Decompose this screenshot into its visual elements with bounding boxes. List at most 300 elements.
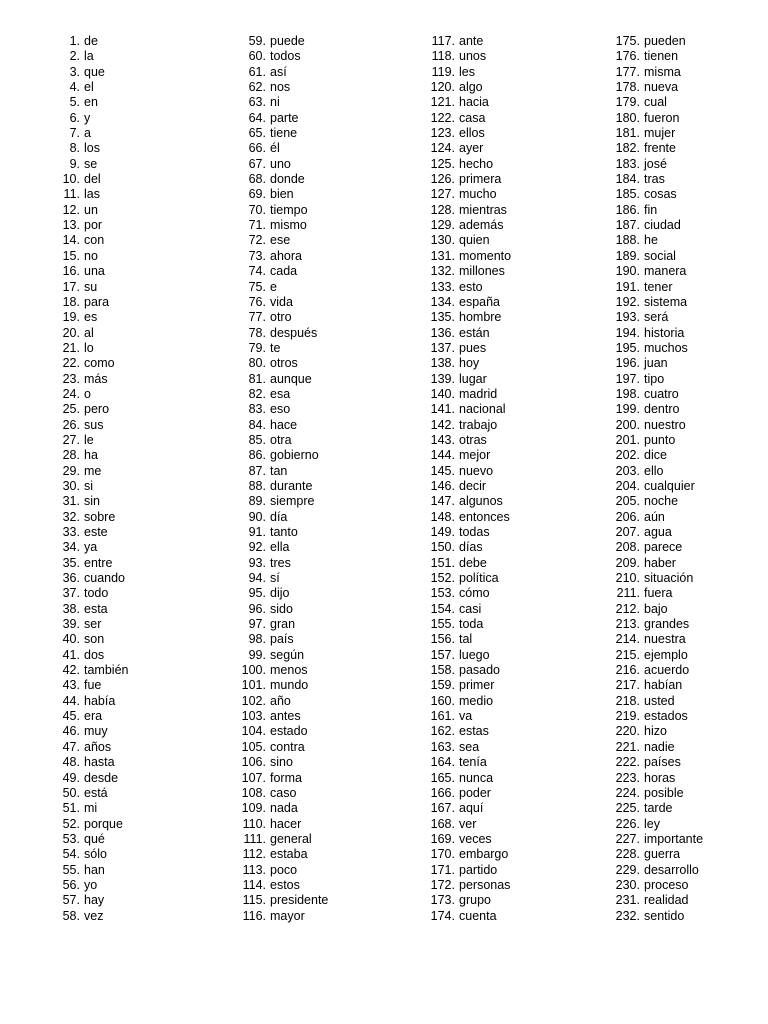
item-number: 218. [615, 693, 640, 708]
list-item [44, 525, 128, 540]
item-word: casi [459, 601, 482, 616]
item-number: 232. [615, 908, 640, 923]
item-number: 141. [430, 402, 455, 417]
item-word: aquí [459, 801, 484, 816]
list-item [417, 157, 511, 172]
item-number: 81. [248, 371, 266, 386]
item-word: más [84, 371, 108, 386]
list-item [228, 341, 328, 356]
item-word: países [644, 755, 681, 770]
list-item [44, 356, 128, 371]
item-number: 212. [615, 601, 640, 616]
item-word: tanto [270, 525, 298, 539]
list-item [228, 65, 328, 80]
item-number: 94. [248, 571, 266, 586]
item-number: 78. [248, 325, 266, 340]
list-item [44, 172, 128, 187]
item-word: estos [270, 877, 300, 892]
item-number: 8. [69, 141, 80, 156]
item-word: fueron [644, 110, 680, 125]
item-number: 168. [430, 816, 455, 831]
item-number: 73. [248, 248, 266, 263]
item-word: casa [459, 110, 486, 125]
item-number: 122. [430, 110, 455, 125]
item-number: 63. [248, 95, 266, 110]
item-number: 155. [430, 617, 455, 632]
item-word: estados [644, 709, 688, 724]
item-word: como [84, 356, 115, 371]
list-item [44, 893, 128, 908]
list-item [602, 34, 703, 49]
item-word: va [459, 709, 473, 724]
item-number: 190. [615, 264, 640, 279]
list-item [44, 510, 128, 525]
item-number: 227. [615, 831, 640, 846]
item-number: 199. [615, 402, 640, 417]
item-word: años [84, 739, 112, 754]
item-number: 149. [430, 525, 455, 539]
item-word: manera [644, 264, 687, 279]
item-word: sobre [84, 509, 116, 524]
item-number: 90. [248, 509, 266, 524]
item-number: 108. [241, 785, 266, 800]
item-number: 47. [62, 739, 80, 754]
list-item [417, 233, 511, 248]
list-item [228, 648, 328, 663]
list-item [602, 494, 703, 509]
item-word: cual [644, 95, 667, 110]
item-number: 33. [62, 525, 80, 539]
item-number: 126. [430, 172, 455, 187]
item-word: luego [459, 647, 490, 662]
item-number: 142. [430, 417, 455, 432]
list-item [602, 556, 703, 571]
item-word: tras [644, 172, 665, 187]
list-item [228, 187, 328, 202]
item-word: algo [459, 80, 483, 95]
item-number: 10. [62, 172, 80, 187]
item-word: muy [84, 724, 108, 739]
item-word: yo [84, 877, 98, 892]
item-word: otro [270, 310, 292, 325]
item-number: 133. [430, 279, 455, 294]
item-number: 64. [248, 110, 266, 125]
item-word: o [84, 386, 91, 401]
item-word: la [84, 49, 94, 64]
item-word: uno [270, 156, 291, 171]
item-word: nos [270, 80, 291, 95]
item-number: 137. [430, 340, 455, 355]
list-item [44, 694, 128, 709]
item-number: 83. [248, 402, 266, 417]
item-number: 211. [616, 586, 640, 601]
list-item [602, 694, 703, 709]
item-number: 145. [430, 463, 455, 478]
list-item [417, 310, 511, 325]
item-number: 143. [430, 432, 455, 447]
item-number: 140. [430, 386, 455, 401]
item-number: 104. [241, 724, 266, 739]
list-item [228, 832, 328, 847]
list-item [417, 847, 511, 862]
list-item [44, 724, 128, 739]
item-number: 163. [430, 739, 455, 754]
item-number: 150. [430, 540, 455, 555]
item-word: bajo [644, 601, 668, 616]
list-item [602, 402, 703, 417]
list-item [44, 479, 128, 494]
item-word: millones [459, 264, 505, 279]
item-number: 120. [430, 80, 455, 95]
item-word: noche [644, 494, 679, 509]
item-number: 97. [248, 617, 266, 632]
item-word: mismo [270, 218, 307, 233]
item-number: 19. [62, 310, 80, 325]
item-word: han [84, 862, 105, 877]
item-word: pero [84, 402, 110, 417]
item-word: estado [270, 724, 308, 739]
item-number: 226. [615, 816, 640, 831]
item-word: hecho [459, 156, 494, 171]
item-number: 48. [62, 755, 80, 770]
item-word: sus [84, 417, 104, 432]
list-item [44, 249, 128, 264]
item-word: unos [459, 49, 487, 64]
item-word: y [84, 110, 91, 125]
list-item [602, 817, 703, 832]
item-word: todo [84, 586, 109, 601]
item-word: al [84, 325, 94, 340]
list-item [228, 326, 328, 341]
list-item [44, 878, 128, 893]
item-number: 93. [248, 555, 266, 570]
item-word: hacia [459, 95, 489, 110]
list-item [44, 448, 128, 463]
item-number: 113. [242, 862, 266, 877]
item-word: caso [270, 785, 297, 800]
item-number: 38. [62, 601, 80, 616]
item-word: nueva [644, 80, 679, 95]
item-number: 23. [62, 371, 80, 386]
item-number: 32. [62, 509, 80, 524]
list-item [228, 356, 328, 371]
item-number: 92. [248, 540, 266, 555]
list-item [228, 755, 328, 770]
item-number: 61. [248, 64, 266, 79]
item-word: tal [459, 632, 473, 647]
list-item [417, 341, 511, 356]
item-word: días [459, 540, 483, 555]
list-item [228, 771, 328, 786]
item-number: 105. [241, 739, 266, 754]
item-word: bien [270, 187, 294, 202]
item-word: posible [644, 785, 684, 800]
list-item [602, 387, 703, 402]
item-word: mientras [459, 202, 507, 217]
list-item [417, 771, 511, 786]
item-word: tiempo [270, 202, 308, 217]
list-item [228, 786, 328, 801]
list-item [228, 433, 328, 448]
item-word: ver [459, 816, 477, 831]
list-item [417, 448, 511, 463]
item-word: de [84, 34, 98, 48]
list-item [602, 249, 703, 264]
item-number: 44. [62, 693, 80, 708]
item-word: te [270, 340, 281, 355]
item-word: ciudad [644, 218, 681, 233]
item-number: 9. [69, 156, 80, 171]
item-number: 201. [615, 432, 640, 447]
item-number: 203. [615, 463, 640, 478]
item-word: lugar [459, 371, 487, 386]
list-item [228, 571, 328, 586]
list-item [602, 724, 703, 739]
item-word: esto [459, 279, 483, 294]
item-word: había [84, 693, 116, 708]
list-item [228, 525, 328, 540]
list-item [228, 479, 328, 494]
list-item [44, 832, 128, 847]
item-number: 139. [430, 371, 455, 386]
list-item [228, 402, 328, 417]
word-column-2 [228, 34, 328, 924]
item-number: 79. [248, 340, 266, 355]
item-number: 34. [62, 540, 80, 555]
item-word: sea [459, 739, 480, 754]
item-word: fuera [644, 586, 673, 601]
list-item [602, 187, 703, 202]
item-number: 231. [615, 893, 640, 908]
item-number: 127. [430, 187, 455, 202]
list-item [417, 678, 511, 693]
item-word: parte [270, 110, 299, 125]
item-word: puede [270, 34, 305, 48]
list-item [228, 709, 328, 724]
item-word: pueden [644, 34, 686, 48]
list-item [602, 663, 703, 678]
item-number: 172. [430, 877, 455, 892]
item-word: ellos [459, 126, 485, 141]
item-word: grupo [459, 893, 491, 908]
item-number: 189. [615, 248, 640, 263]
item-word: algunos [459, 494, 503, 509]
list-item [44, 863, 128, 878]
item-number: 144. [430, 448, 455, 463]
item-number: 169. [430, 831, 455, 846]
item-number: 187. [615, 218, 640, 233]
list-item [228, 617, 328, 632]
list-item [228, 540, 328, 555]
word-column-3 [417, 34, 511, 924]
item-number: 45. [62, 709, 80, 724]
list-item [602, 203, 703, 218]
item-word: presidente [270, 893, 329, 908]
item-number: 57. [62, 893, 80, 908]
item-number: 124. [430, 141, 455, 156]
item-word: están [459, 325, 490, 340]
item-word: sido [270, 601, 293, 616]
item-number: 173. [430, 893, 455, 908]
list-item [602, 264, 703, 279]
item-word: pasado [459, 663, 501, 678]
list-item [417, 372, 511, 387]
item-word: le [84, 432, 94, 447]
item-number: 98. [248, 632, 266, 647]
item-number: 195. [615, 340, 640, 355]
item-word: sino [270, 755, 293, 770]
list-item [417, 218, 511, 233]
list-item [44, 801, 128, 816]
item-word: dijo [270, 586, 290, 601]
item-word: hasta [84, 755, 115, 770]
list-item [602, 157, 703, 172]
item-number: 2. [69, 49, 80, 64]
item-word: forma [270, 770, 302, 785]
list-item [417, 893, 511, 908]
item-word: ser [84, 617, 102, 632]
item-number: 54. [62, 847, 80, 862]
list-item [417, 909, 511, 924]
item-word: grandes [644, 617, 690, 632]
item-number: 123. [430, 126, 455, 141]
list-item [44, 95, 128, 110]
item-word: ejemplo [644, 647, 688, 662]
item-word: madrid [459, 386, 498, 401]
item-number: 101. [241, 678, 266, 693]
item-word: general [270, 831, 312, 846]
item-word: hizo [644, 724, 667, 739]
item-number: 177. [615, 64, 640, 79]
item-word: cada [270, 264, 298, 279]
item-number: 62. [248, 80, 266, 95]
item-number: 52. [62, 816, 80, 831]
item-word: mucho [459, 187, 497, 202]
item-number: 152. [430, 571, 455, 586]
item-word: estas [459, 724, 489, 739]
list-item [602, 586, 703, 601]
item-number: 167. [430, 801, 455, 816]
item-number: 59. [248, 34, 266, 48]
item-number: 66. [248, 141, 266, 156]
item-word: tener [644, 279, 673, 294]
item-number: 214. [615, 632, 640, 647]
item-word: tres [270, 555, 291, 570]
list-item [602, 126, 703, 141]
item-word: cómo [459, 586, 490, 601]
item-word: hoy [459, 356, 480, 371]
item-word: gobierno [270, 448, 319, 463]
list-item [44, 909, 128, 924]
item-word: nacional [459, 402, 506, 417]
item-number: 49. [62, 770, 80, 785]
list-item [602, 111, 703, 126]
list-item [602, 280, 703, 295]
item-word: les [459, 64, 475, 79]
item-word: frente [644, 141, 676, 156]
item-number: 176. [615, 49, 640, 64]
item-word: otra [270, 432, 292, 447]
item-word: política [459, 571, 499, 586]
item-word: personas [459, 877, 511, 892]
list-item [44, 571, 128, 586]
item-word: sistema [644, 294, 688, 309]
item-number: 4. [69, 80, 80, 95]
item-number: 6. [69, 110, 80, 125]
list-item [417, 510, 511, 525]
item-word: su [84, 279, 98, 294]
list-item [602, 433, 703, 448]
list-item [417, 617, 511, 632]
item-number: 55. [62, 862, 80, 877]
item-word: partido [459, 862, 498, 877]
list-item [417, 95, 511, 110]
list-item [417, 832, 511, 847]
item-number: 204. [615, 478, 640, 493]
list-item [44, 111, 128, 126]
item-word: en [84, 95, 98, 110]
item-word: era [84, 709, 103, 724]
list-item [417, 602, 511, 617]
item-word: dos [84, 647, 105, 662]
item-word: así [270, 64, 287, 79]
item-word: mujer [644, 126, 676, 141]
item-word: importante [644, 831, 704, 846]
item-number: 31. [62, 494, 80, 509]
list-item [44, 310, 128, 325]
item-number: 102. [241, 693, 266, 708]
item-number: 74. [248, 264, 266, 279]
item-word: que [84, 64, 105, 79]
list-item [228, 372, 328, 387]
list-item [44, 755, 128, 770]
item-number: 71. [248, 218, 266, 233]
list-item [602, 893, 703, 908]
item-word: fin [644, 202, 658, 217]
item-number: 157. [430, 647, 455, 662]
item-number: 166. [430, 785, 455, 800]
item-number: 39. [62, 617, 80, 632]
item-word: acuerdo [644, 663, 690, 678]
item-number: 197. [615, 371, 640, 386]
item-word: donde [270, 172, 305, 187]
list-item [44, 141, 128, 156]
item-word: para [84, 294, 110, 309]
list-item [602, 49, 703, 64]
item-word: mejor [459, 448, 491, 463]
list-item [228, 157, 328, 172]
list-item [602, 295, 703, 310]
item-number: 130. [430, 233, 455, 248]
item-word: debe [459, 555, 487, 570]
item-number: 117. [431, 34, 455, 48]
item-number: 205. [615, 494, 640, 509]
item-number: 156. [430, 632, 455, 647]
item-word: siempre [270, 494, 315, 509]
item-number: 40. [62, 632, 80, 647]
item-number: 162. [430, 724, 455, 739]
item-number: 76. [248, 294, 266, 309]
item-word: entre [84, 555, 113, 570]
item-number: 15. [62, 248, 80, 263]
item-word: veces [459, 831, 492, 846]
list-item [602, 847, 703, 862]
list-item [44, 157, 128, 172]
item-word: menos [270, 663, 308, 678]
item-word: habían [644, 678, 683, 693]
list-item [228, 295, 328, 310]
item-word: guerra [644, 847, 681, 862]
